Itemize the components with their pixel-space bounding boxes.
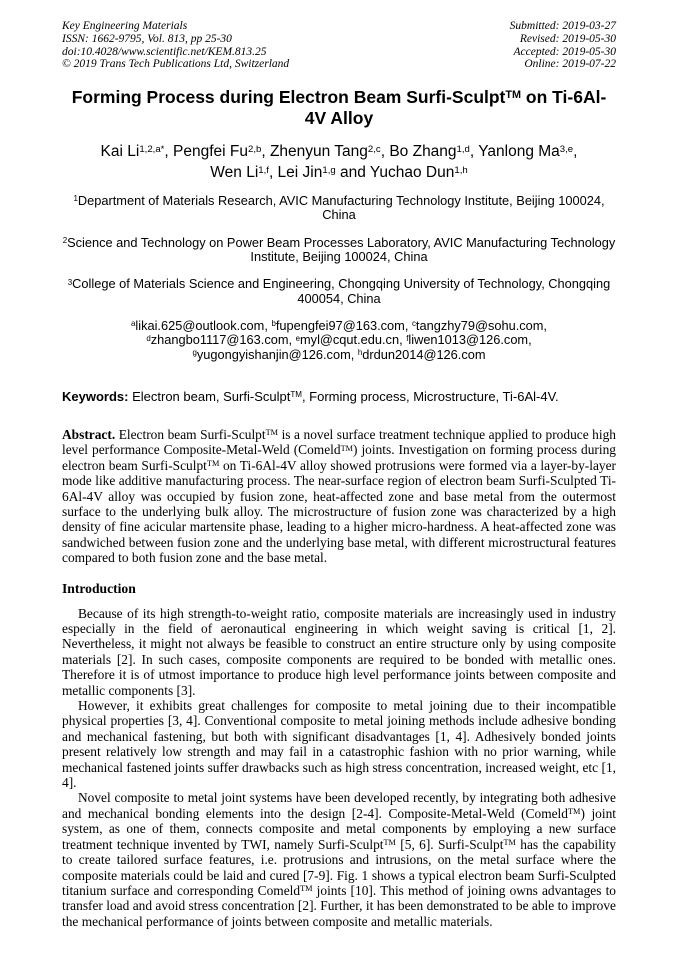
affiliation-1: $^1$Department of Materials Research, AVIC Manufacturing Technology Institute, Beijing 100024, China [73,192,605,223]
issn-line: ISSN: 1662-9795, Vol. 813, pp 25-30 [62,32,232,45]
affiliation-2: $^2$Science and Technology on Power Beam Processes Laboratory, AVIC Manufacturing Technology Institute, Beijing 100024, China [62,234,616,264]
abstract-label: Abstract. [62,426,116,442]
submission-dates [510,20,616,71]
authors-line-1: Kai $Li^{1,2,a*}$, Pengfei Fu$^{2,b}$, Zhenyun Tang$^{2,c}$, Bo Zhang$^{1,d}$, Yanlong Ma$^{3,e}$, [100,142,578,160]
abstract-text: Electron beam Surfi-Sculpt™ is a novel surface treatment technique applied to produce high level performance Composite-Metal-Weld (Comeld™) joints. Investigation on forming process during electron beam Surfi-Sculpt™ on Ti-6Al-4V alloy showed protrusions were formed via a layer-by-layer mode like additive manufacturing process. The near-surface region of electron beam Surfi-Sculpted Ti-6Al-4V alloy was occupied by fusion zone, heat-affected zone and base metal from the outermost surface to the underlying bulk alloy. The microstructure of fusion zone was characterized by a high density of fine acicular martensite phase, leading to a higher micro-hardness. A heat-affected zone was sandwiched between fusion zone and the underlying base metal, with different microstructural features compared to both fusion zone and the base metal. [62,426,616,566]
journal-name: Key Engineering Materials [62,20,188,32]
copyright-line: © 2019 Trans Tech Publications Ltd, Switzerland [62,58,290,71]
section-heading-introduction: Introduction [62,580,136,596]
accepted-date: Accepted: 2019-05-30 [513,45,616,58]
revised-date: Revised: 2019-05-30 [519,32,616,45]
keywords-text: Electron beam, Surfi-Sculpt™, Forming process, Microstructure, Ti-6Al-4V. [132,388,559,404]
paper-title: Forming Process during Electron Beam Surfi-Sculpt™ on Ti-6Al-4V Alloy [71,87,607,129]
paper-header [62,20,616,71]
keywords-line [62,389,616,404]
emails-line-1: $^a$likai.625@outlook.com, $^b$fupengfei97@163.com, $^c$tangzhy79@sohu.com, [130,317,547,333]
abstract [62,427,616,566]
online-date: Online: 2019-07-22 [524,58,616,71]
emails-line-2: $^d$zhangbo1117@163.com, $^e$myl@cqut.edu.cn, $^f$liwen1013@126.com, [146,332,532,348]
journal-info [62,20,289,71]
introduction-paragraph-1: Because of its high strength-to-weight ratio, composite materials are increasingly used in industry especially in the field of aeronautical engineering in which weight saving is critical [1, 2]. Nevertheless, it might not always be feasible to construct an entire structure only by using composite materials [2]. In such cases, composite components are required to be bonded with metallic ones. Therefore it is of utmost importance to produce high level performance joints between composite and metallic components [3]. [62,605,616,698]
introduction-paragraph-2: However, it exhibits great challenges for composite to metal joining due to their incompatible physical properties [3, 4]. Conventional composite to metal joining methods include adhesive bonding and mechanical fastening, but both with significant disadvantages [1, 4]. Adhesively bonded joints present relatively low strength and may fail in a catastrophic fashion with no prior warning, while mechanical fastened joints suffer drawbacks such as high stress concentration, increased weight, etc [1, 4]. [62,698,616,791]
author-list [62,141,616,184]
affiliation-3: $^3$College of Materials Science and Engineering, Chongqing University of Technology, Chongqing 400054, China [67,276,611,306]
author-emails [62,319,616,362]
emails-line-3: $^g$yugongyishanjin@126.com, $^h$drdun2014@126.com [192,346,486,362]
keywords-label: Keywords: [62,388,129,404]
submitted-date: Submitted: 2019-03-27 [509,20,616,32]
introduction-paragraph-3: Novel composite to metal joint systems have been developed recently, by integrating both adhesive and mechanical bonding elements into the design [2-4]. Composite-Metal-Weld (Comeld™) joint system, as one of them, connects composite and metal components by employing a new surface treatment technique invented by TWI, namely Surfi-Sculpt™ [5, 6]. Surfi-Sculpt™ has the capability to create tailored surface features, i.e. protrusions and intrusions, on the metal surface where the composite materials could be laid and cured [7-9]. Fig. 1 shows a typical electron beam Surfi-Sculpted titanium surface and corresponding Comeld™ joints [10]. This method of joining owns advantages to transfer load and avoid stress concentration [2]. Further, it has been demonstrated to be able to improve the mechanical performance of joints between composite and metallic materials. [62,790,616,929]
authors-line-2: Wen Li$^{1,f}$, Lei Jin$^{1,g}$ and Yuchao Dun$^{1,h}$ [210,164,468,182]
doi-line: doi:10.4028/www.scientific.net/KEM.813.25 [62,45,267,58]
